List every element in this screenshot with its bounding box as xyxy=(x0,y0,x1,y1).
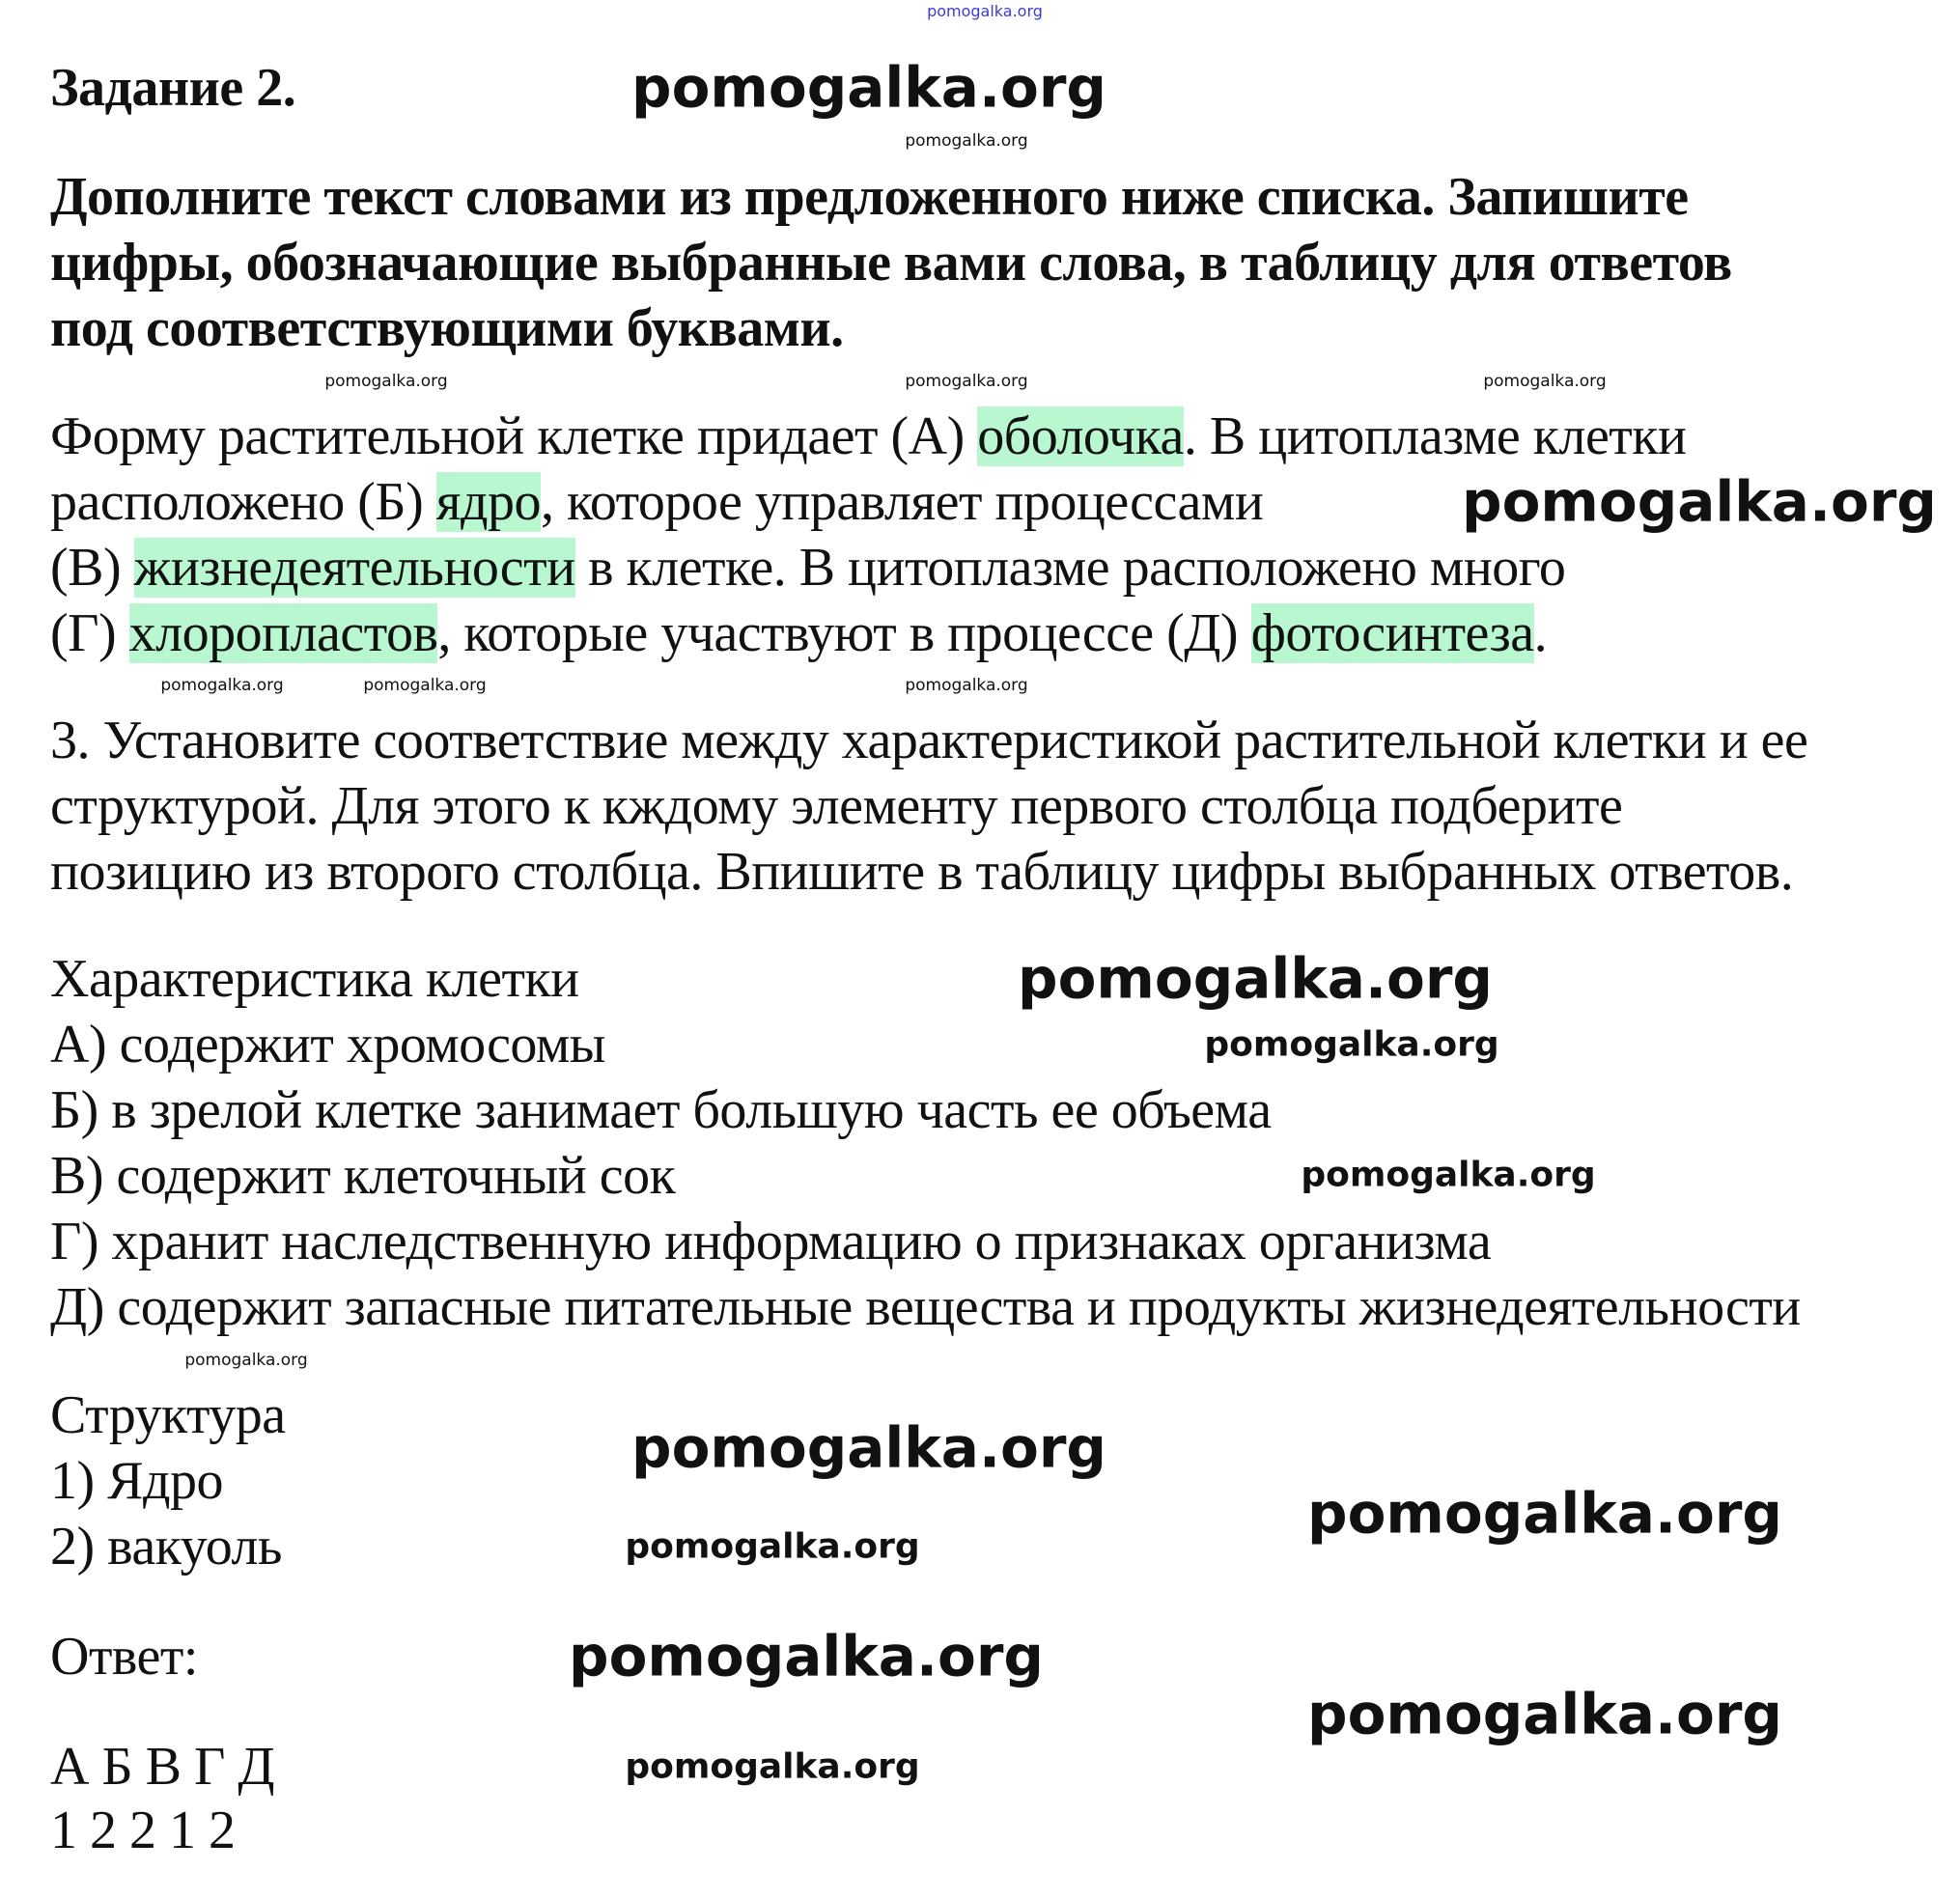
watermark: pomogalka.org xyxy=(1307,1480,1782,1547)
instruction-line: цифры, обозначающие выбранные вами слова, в таблицу для ответов xyxy=(50,233,1732,293)
characteristic-item: Б) в зрелой клетке занимает большую часть ее объема xyxy=(50,1080,1272,1140)
answer-highlight: жизнедеятельности xyxy=(133,538,575,598)
task3-line: 3. Установите соответствие между характеристикой растительной клетки и ее xyxy=(50,711,1808,770)
task3-line: структурой. Для этого к кждому элементу первого столбца подберите xyxy=(50,776,1623,836)
watermark: pomogalka.org xyxy=(927,1,1043,20)
text-line xyxy=(50,404,1686,469)
watermark: pomogalka.org xyxy=(324,372,448,392)
answer-digits: 1 2 2 1 2 xyxy=(50,1800,236,1860)
structure-item: 2) вакуоль xyxy=(50,1517,282,1577)
answer-highlight: хлоропластов xyxy=(128,603,438,663)
text: , которое управляет процессами xyxy=(540,472,1264,532)
characteristic-item: Д) содержит запасные питательные вещества и продукты жизнедеятельности xyxy=(50,1277,1801,1337)
watermark: pomogalka.org xyxy=(363,676,487,696)
text: , которые участвуют в процессе (Д) xyxy=(437,603,1251,663)
watermark: pomogalka.org xyxy=(1204,1024,1499,1065)
watermark: pomogalka.org xyxy=(625,1526,920,1567)
watermark: pomogalka.org xyxy=(631,54,1106,121)
text: в клетке. В цитоплазме расположено много xyxy=(574,538,1566,598)
watermark: pomogalka.org xyxy=(1018,945,1493,1012)
structure-title: Структура xyxy=(50,1385,286,1445)
answer-highlight: оболочка xyxy=(977,406,1184,466)
text: (Г) xyxy=(50,603,129,663)
watermark: pomogalka.org xyxy=(1301,1155,1596,1195)
watermark: pomogalka.org xyxy=(625,1746,920,1787)
characteristic-item: Г) хранит наследственную информацию о признаках организма xyxy=(50,1212,1492,1271)
text-line xyxy=(50,469,1263,535)
task3-line: позицию из второго столбца. Впишите в таблицу цифры выбранных ответов. xyxy=(50,842,1794,902)
structure-item: 1) Ядро xyxy=(50,1451,223,1511)
answer-label: Ответ: xyxy=(50,1627,198,1687)
characteristics-title: Характеристика клетки xyxy=(50,949,579,1009)
task-title: Задание 2. xyxy=(50,58,296,118)
answer-highlight: ядро xyxy=(435,472,541,532)
watermark: pomogalka.org xyxy=(905,676,1028,696)
watermark: pomogalka.org xyxy=(905,372,1028,392)
text: . В цитоплазме клетки xyxy=(1183,406,1687,466)
watermark: pomogalka.org xyxy=(631,1414,1106,1481)
text: . xyxy=(1533,603,1548,663)
watermark: pomogalka.org xyxy=(905,131,1028,152)
answer-highlight: фотосинтеза xyxy=(1250,603,1534,663)
watermark: pomogalka.org xyxy=(1307,1681,1782,1747)
answer-letters: А Б В Г Д xyxy=(50,1737,275,1797)
characteristic-item: В) содержит клеточный сок xyxy=(50,1146,676,1206)
watermark: pomogalka.org xyxy=(1462,468,1937,535)
watermark: pomogalka.org xyxy=(1483,372,1607,392)
instruction-line: Дополните текст словами из предложенного ниже списка. Запишите xyxy=(50,167,1689,227)
watermark: pomogalka.org xyxy=(160,676,284,696)
instruction-line: под соответствующими буквами. xyxy=(50,298,844,358)
text-line xyxy=(50,535,1565,600)
text: расположено (Б) xyxy=(50,472,436,532)
characteristic-item: А) содержит хромосомы xyxy=(50,1015,605,1075)
text: (В) xyxy=(50,538,134,598)
text: Форму растительной клетке придает (А) xyxy=(50,406,978,466)
watermark: pomogalka.org xyxy=(184,1351,308,1371)
watermark: pomogalka.org xyxy=(569,1623,1044,1689)
text-line xyxy=(50,600,1547,666)
